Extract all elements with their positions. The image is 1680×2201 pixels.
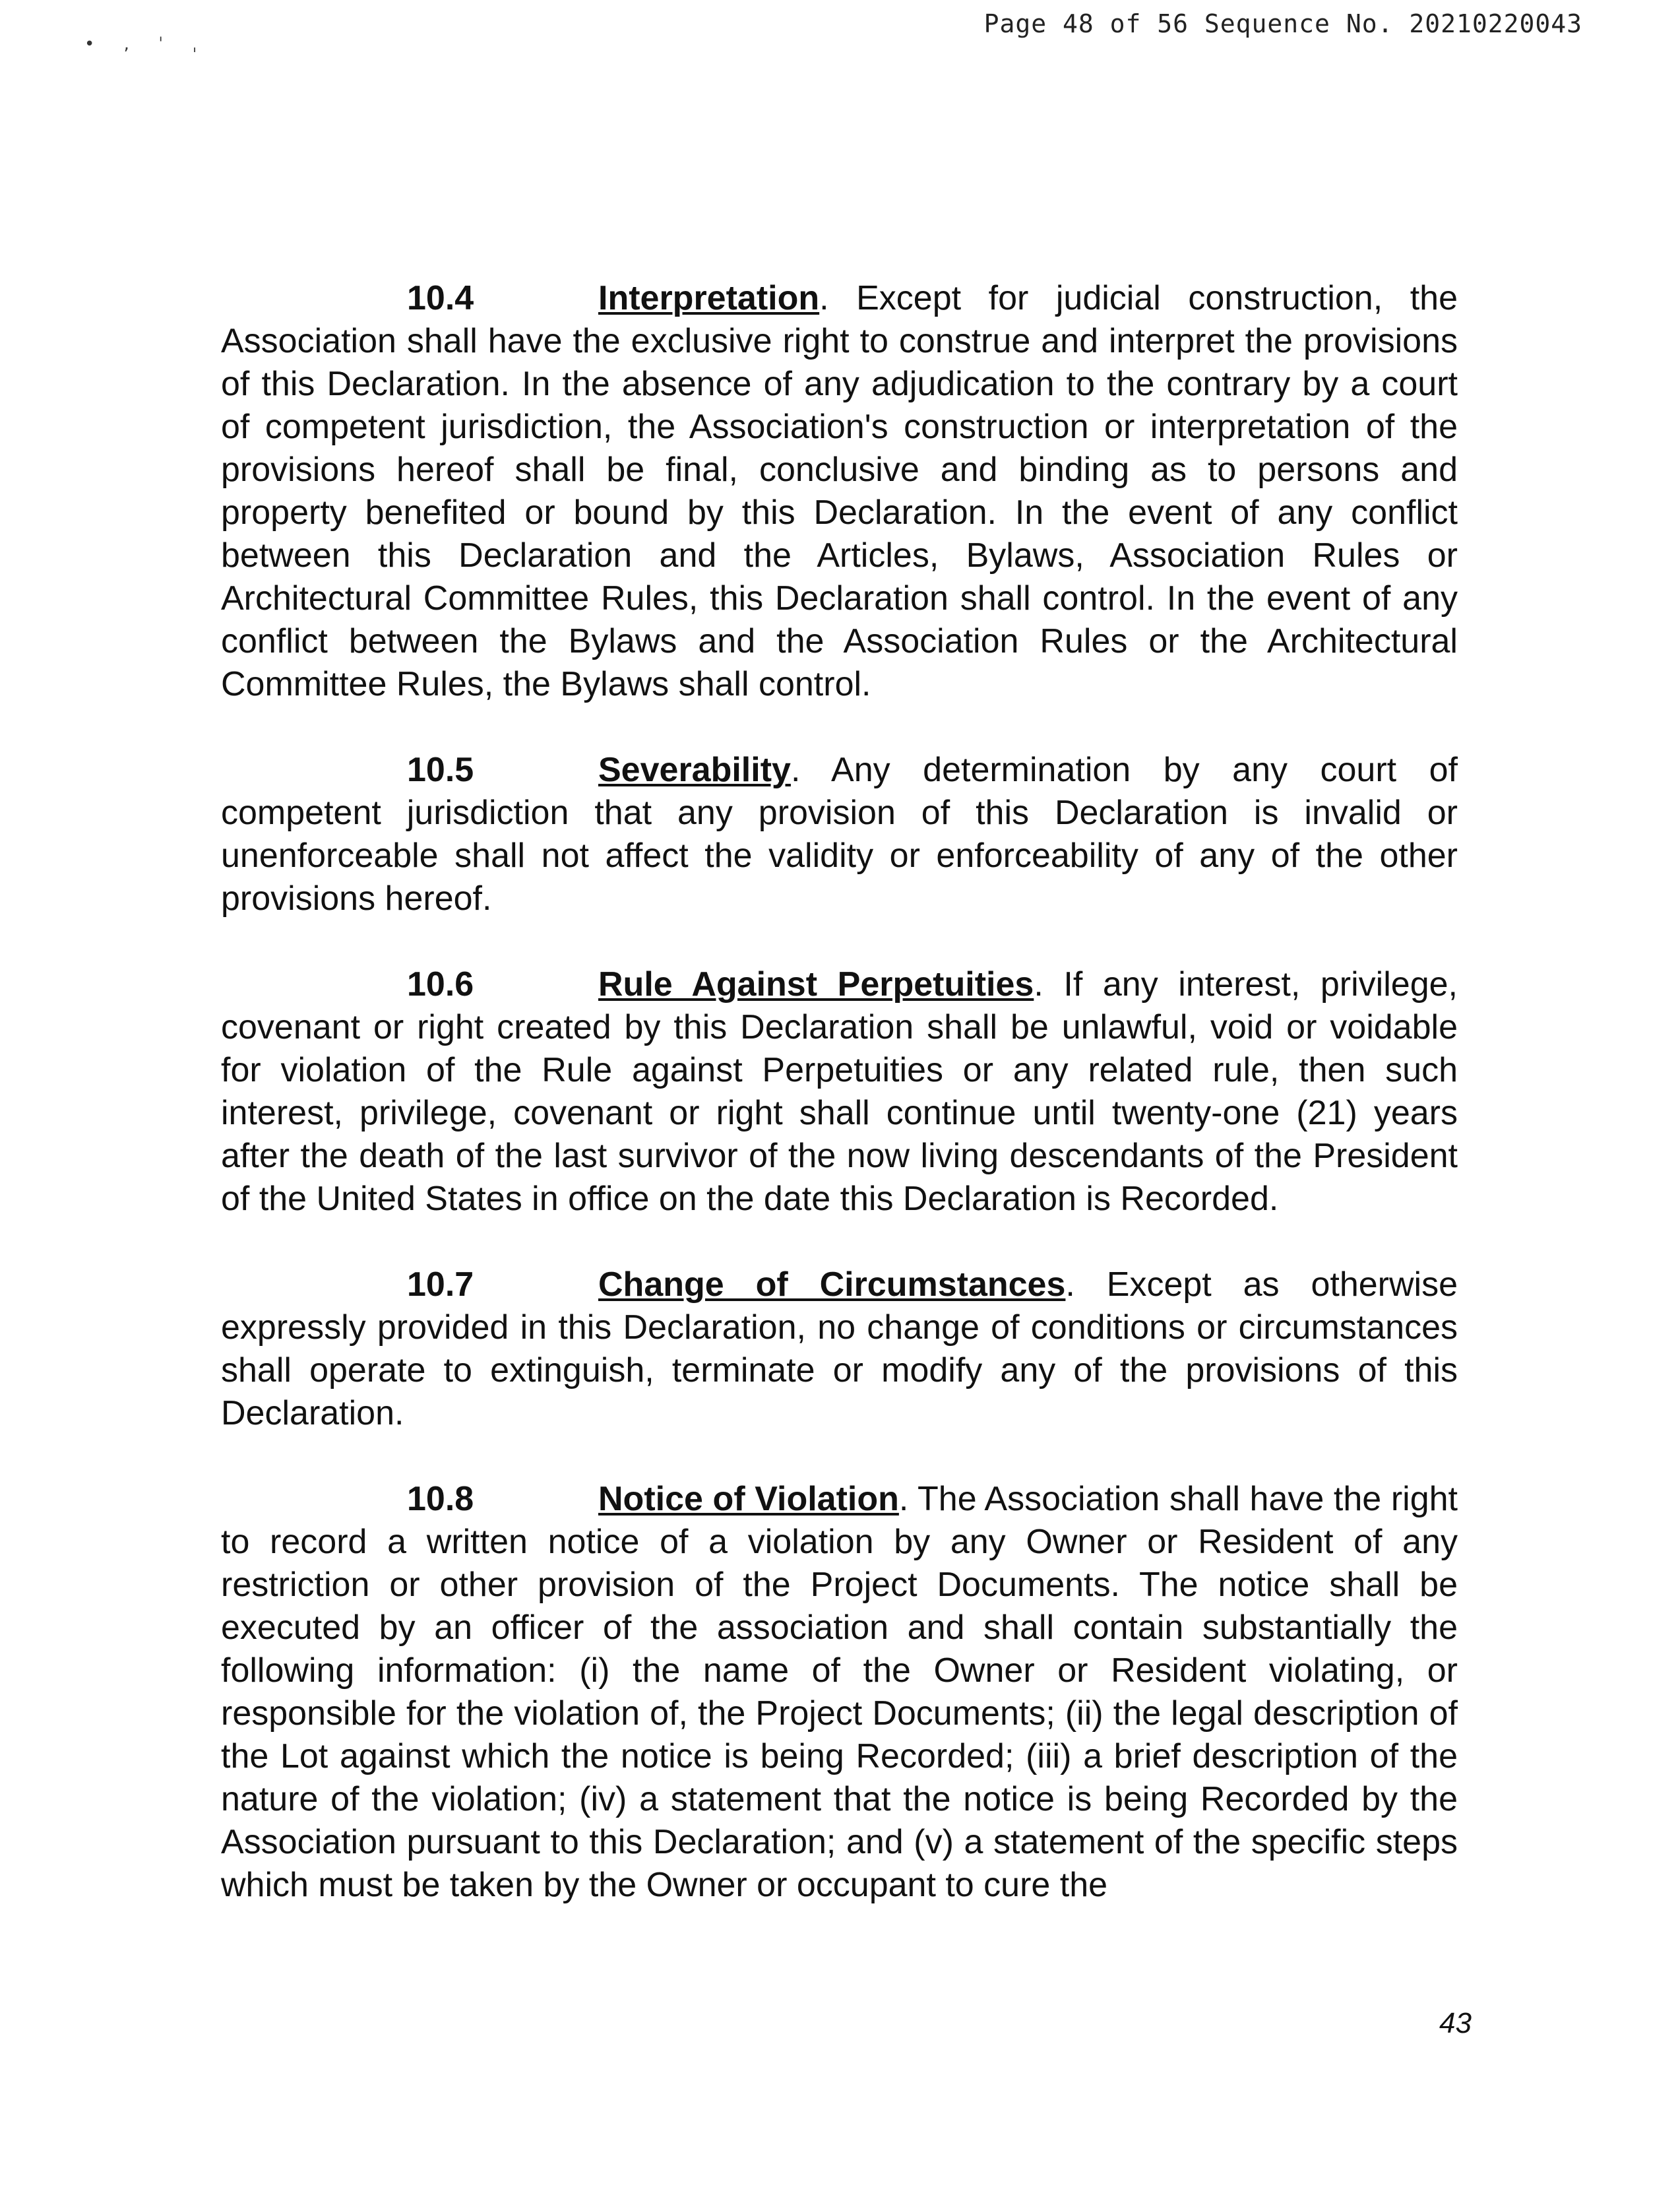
page-number: 43 bbox=[1439, 2007, 1472, 2039]
section-title: Severability bbox=[598, 751, 791, 789]
section-body: . Except as otherwise expressly provided in this Declaration, no change of conditions or circumstances shall operate to extinguish, terminate or modify any of the provisions of this Declaration. bbox=[221, 1265, 1458, 1432]
section-10-8 bbox=[221, 1478, 1458, 1907]
section-number: 10.7 bbox=[407, 1265, 474, 1304]
section-number: 10.4 bbox=[407, 279, 474, 317]
section-10-6 bbox=[221, 963, 1458, 1221]
section-body: . If any interest, privilege, covenant or right created by this Declaration shall be unlawful, void or voidable for violation of the Rule against Perpetuities or any related rule, then such interest, privilege, covenant or right shall continue until twenty-one (21) years after the death of the last survivor of the now living descendants of the President of the United States in office on the date this Declaration is Recorded. bbox=[221, 965, 1458, 1218]
section-title: Notice of Violation bbox=[598, 1480, 899, 1518]
section-number: 10.8 bbox=[407, 1480, 474, 1518]
section-body: . The Association shall have the right to record a written notice of a violation by any Owner or Resident of any restriction or other provision of the Project Documents. The notice shall be executed by an officer of the association and shall contain substantially the following information: (i) the name of the Owner or Resident violating, or responsible for the violation of, the Project Documents; (ii) the legal description of the Lot against which the notice is being Recorded; (iii) a brief description of the nature of the violation; (iv) a statement that the notice is being Recorded by the Association pursuant to this Declaration; and (v) a statement of the specific steps which must be taken by the Owner or occupant to cure the bbox=[221, 1480, 1458, 1904]
section-number: 10.5 bbox=[407, 751, 474, 789]
section-title: Rule Against Perpetuities bbox=[598, 965, 1034, 1004]
section-10-7 bbox=[221, 1263, 1458, 1435]
section-10-4 bbox=[221, 277, 1458, 706]
section-number: 10.6 bbox=[407, 965, 474, 1004]
section-title: Change of Circumstances bbox=[598, 1265, 1066, 1304]
document-body bbox=[221, 277, 1458, 1950]
scan-artifact-marks: • , ˈ ˌ bbox=[84, 34, 209, 54]
section-title: Interpretation bbox=[598, 279, 820, 317]
recording-page-stamp: Page 48 of 56 Sequence No. 20210220043 bbox=[983, 9, 1582, 38]
section-10-5 bbox=[221, 749, 1458, 920]
section-body: . Except for judicial construction, the Association shall have the exclusive right to construe and interpret the provisions of this Declaration. In the absence of any adjudication to the contrary by a court of competent jurisdiction, the Association's construction or interpretation of the provisions hereof shall be final, conclusive and binding as to persons and property benefited or bound by this Declaration. In the event of any conflict between this Declaration and the Articles, Bylaws, Association Rules or Architectural Committee Rules, this Declaration shall control. In the event of any conflict between the Bylaws and the Association Rules or the Architectural Committee Rules, the Bylaws shall control. bbox=[221, 279, 1458, 703]
section-body: . Any determination by any court of competent jurisdiction that any provision of this Declaration is invalid or unenforceable shall not affect the validity or enforceability of any of the other provisions hereof. bbox=[221, 751, 1458, 918]
